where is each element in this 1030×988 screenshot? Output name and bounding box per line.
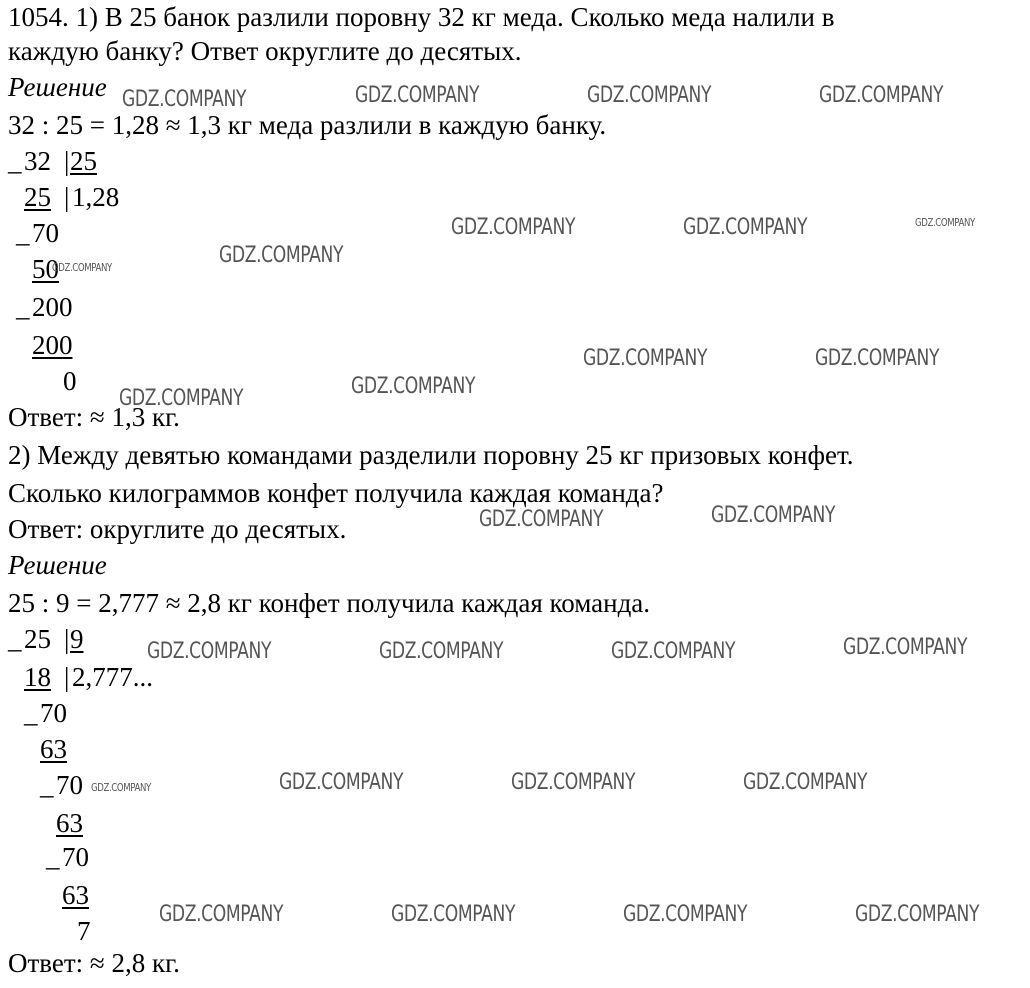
problem1-line1: 1054. 1) В 25 банок разлили поровну 32 кг меда. Сколько меда налили в	[8, 2, 835, 32]
minus-sign: _	[8, 146, 22, 176]
problem1-solution-label: Решение	[8, 72, 107, 102]
division-bar: |	[64, 624, 70, 654]
subtrahend: 63	[56, 808, 83, 838]
watermark: GDZ.COMPANY	[351, 374, 476, 399]
subtrahend: 18	[24, 662, 51, 692]
watermark: GDZ.COMPANY	[819, 83, 944, 108]
minus-sign: _	[16, 292, 30, 322]
watermark: GDZ.COMPANY	[711, 503, 836, 528]
watermark: GDZ.COMPANY	[219, 243, 344, 268]
division-bar: |	[64, 146, 70, 176]
watermark: GDZ.COMPANY	[623, 902, 748, 927]
divisor: 9	[70, 624, 84, 654]
watermark: GDZ.COMPANY	[583, 346, 708, 371]
problem2-solution-label: Решение	[8, 550, 107, 580]
dividend: 25	[24, 624, 51, 654]
watermark: GDZ.COMPANY	[479, 507, 604, 532]
problem1-line2: каждую банку? Ответ округлите до десятых.	[8, 36, 522, 66]
division-bar: |	[64, 662, 70, 692]
subtrahend: 63	[62, 880, 89, 910]
minus-sign: _	[8, 624, 22, 654]
watermark: GDZ.COMPANY	[915, 216, 975, 229]
watermark: GDZ.COMPANY	[119, 386, 244, 411]
watermark: GDZ.COMPANY	[611, 639, 736, 664]
subtrahend: 63	[40, 734, 67, 764]
remainder: 70	[62, 842, 89, 872]
watermark: GDZ.COMPANY	[91, 781, 151, 794]
dividend: 32	[24, 146, 51, 176]
watermark: GDZ.COMPANY	[147, 639, 272, 664]
watermark: GDZ.COMPANY	[815, 346, 940, 371]
watermark: GDZ.COMPANY	[355, 83, 480, 108]
quotient: 1,28	[72, 182, 120, 212]
watermark: GDZ.COMPANY	[855, 902, 980, 927]
remainder: 70	[32, 218, 59, 248]
final-remainder: 0	[63, 366, 77, 396]
watermark: GDZ.COMPANY	[511, 770, 636, 795]
watermark: GDZ.COMPANY	[379, 639, 504, 664]
watermark: GDZ.COMPANY	[451, 215, 576, 240]
problem2-answer: Ответ: ≈ 2,8 кг.	[8, 948, 180, 978]
minus-sign: _	[40, 770, 54, 800]
problem2-line2: Сколько килограммов конфет получила каждая команда?	[8, 478, 664, 508]
watermark: GDZ.COMPANY	[843, 635, 968, 660]
divisor: 25	[70, 146, 97, 176]
problem1-equation: 32 : 25 = 1,28 ≈ 1,3 кг меда разлили в каждую банку.	[8, 110, 607, 140]
subtrahend: 200	[32, 330, 73, 360]
watermark: GDZ.COMPANY	[743, 770, 868, 795]
minus-sign: _	[24, 698, 38, 728]
watermark: GDZ.COMPANY	[587, 83, 712, 108]
minus-sign: _	[16, 218, 30, 248]
problem2-line1: 2) Между девятью командами разделили поровну 25 кг призовых конфет.	[8, 440, 854, 470]
remainder: 70	[56, 770, 83, 800]
watermark: GDZ.COMPANY	[159, 902, 284, 927]
problem2-equation: 25 : 9 = 2,777 ≈ 2,8 кг конфет получила каждая команда.	[8, 588, 651, 618]
watermark: GDZ.COMPANY	[683, 215, 808, 240]
problem2-line3: Ответ: округлите до десятых.	[8, 514, 347, 544]
quotient: 2,777...	[72, 662, 153, 692]
subtrahend: 50	[32, 254, 59, 284]
remainder: 200	[32, 292, 73, 322]
watermark: GDZ.COMPANY	[122, 87, 247, 112]
subtrahend: 25	[24, 182, 51, 212]
division-bar: |	[64, 182, 70, 212]
watermark: GDZ.COMPANY	[52, 261, 112, 274]
problem1-answer: Ответ: ≈ 1,3 кг.	[8, 402, 180, 432]
final-remainder: 7	[77, 916, 91, 946]
watermark: GDZ.COMPANY	[391, 902, 516, 927]
minus-sign: _	[46, 842, 60, 872]
remainder: 70	[40, 698, 67, 728]
watermark: GDZ.COMPANY	[279, 770, 404, 795]
